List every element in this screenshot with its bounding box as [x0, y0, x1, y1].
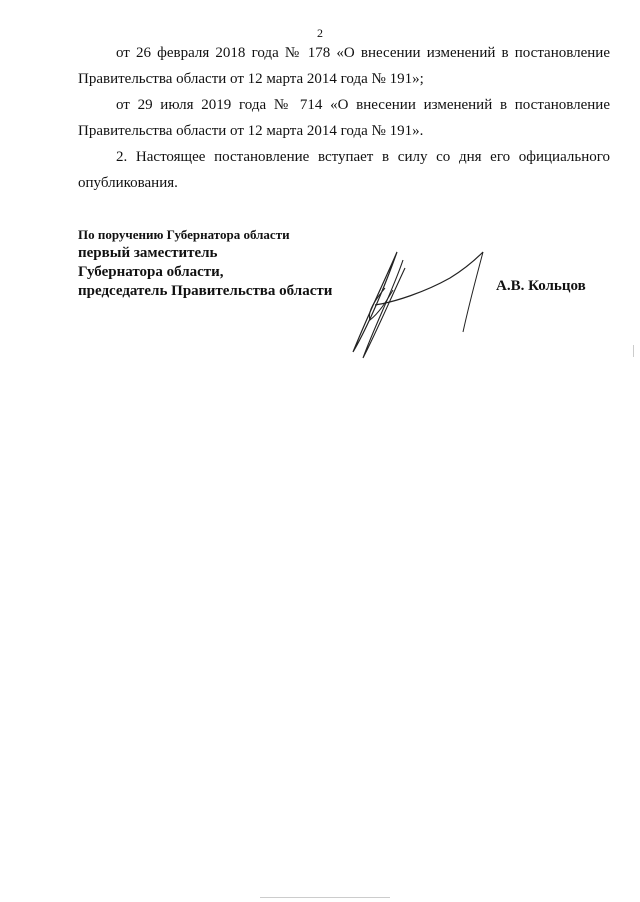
paragraph-amendment-2019: от 29 июля 2019 года № 714 «О внесении изменений в постановление Правительства области от 12 марта 2014 года № 191». — [78, 97, 610, 139]
page-number: 2 — [317, 26, 323, 40]
signature-title-block — [78, 226, 332, 301]
signature-position-line-1: первый заместитель — [78, 245, 218, 261]
signature-position-line-3: председатель Правительства области — [78, 283, 333, 299]
document-body — [78, 40, 610, 196]
signature-position-line-2: Губернатора области, — [78, 264, 224, 280]
scan-edge-mark — [633, 345, 634, 357]
signature-on-behalf-line: По поручению Губернатора области — [78, 227, 290, 242]
signer-name: А.В. Кольцов — [496, 278, 586, 294]
paragraph-amendment-2018: от 26 февраля 2018 года № 178 «О внесении изменений в постановление Правительства области от 12 марта 2014 года № 191»; — [78, 45, 610, 87]
handwritten-signature — [345, 240, 495, 365]
paragraph-effective-date: 2. Настоящее постановление вступает в силу со дня его официального опубликования. — [78, 149, 610, 191]
scan-bottom-mark — [260, 897, 390, 898]
